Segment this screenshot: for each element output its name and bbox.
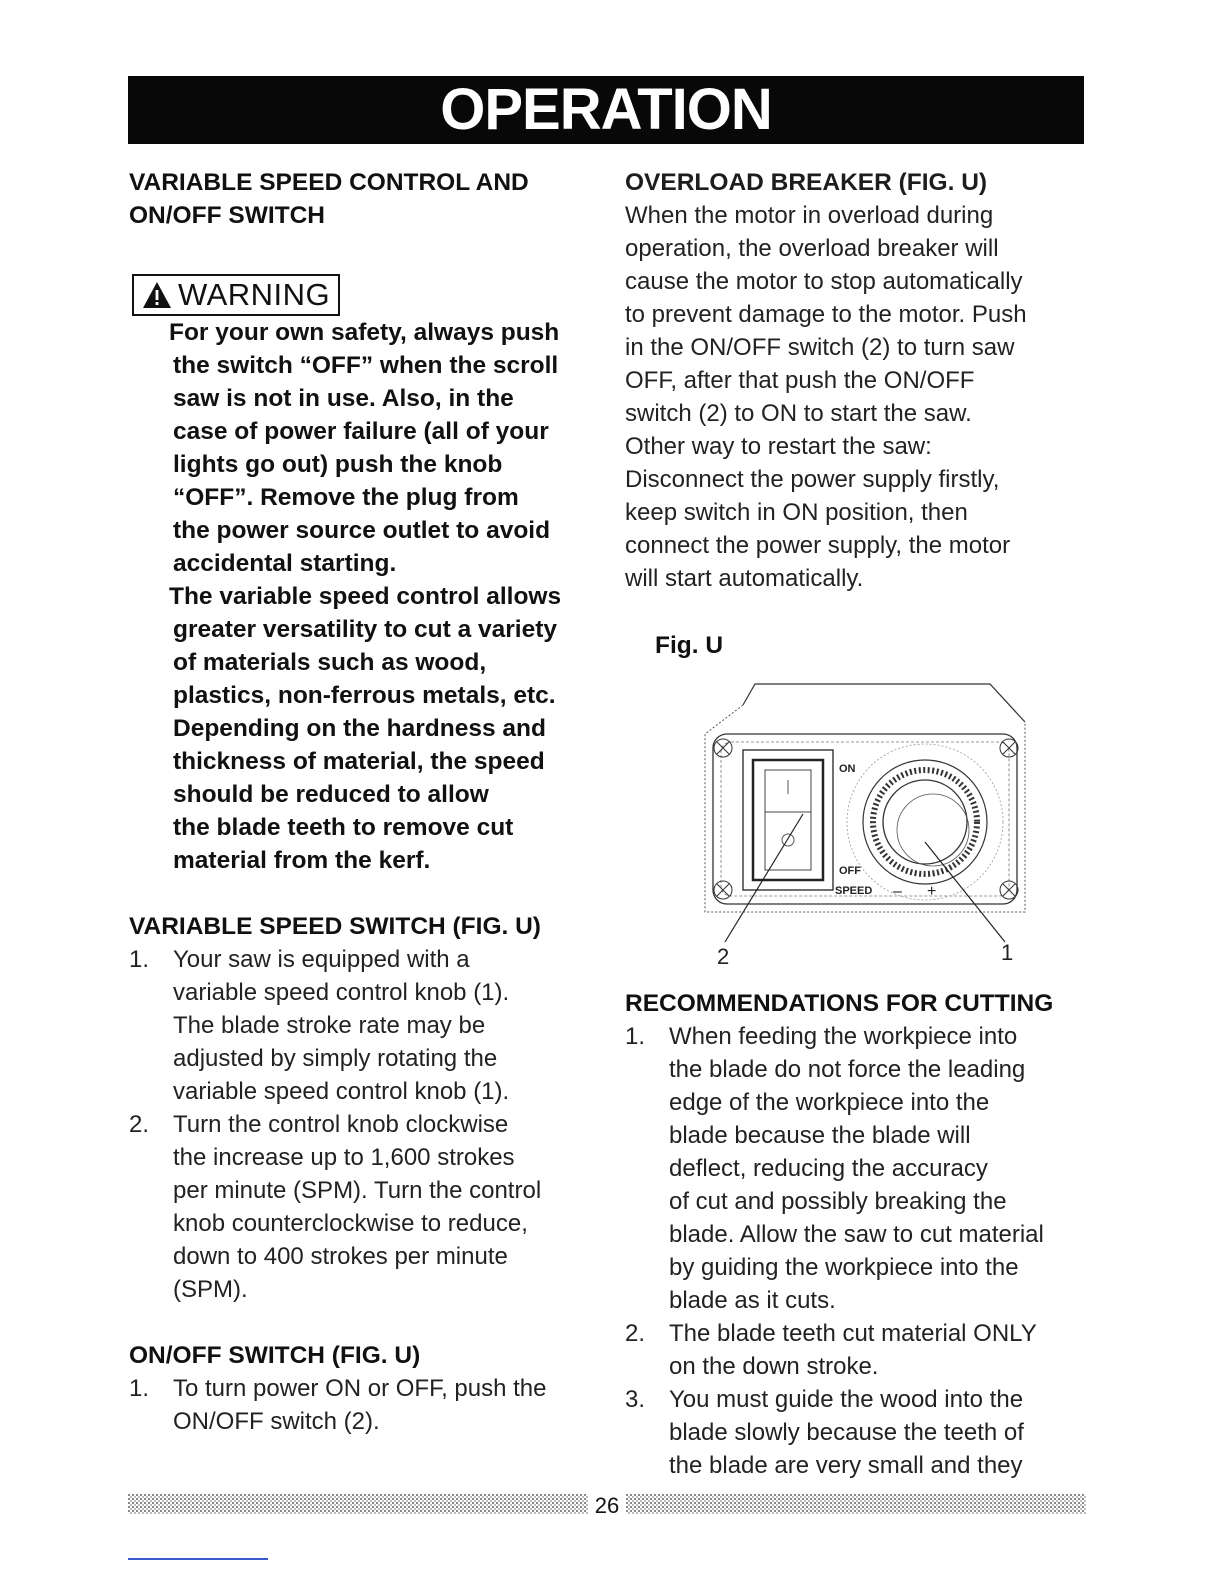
warning-text	[129, 316, 599, 877]
body-line: keep switch in ON position, then	[625, 499, 968, 526]
body-line: OFF, after that push the ON/OFF	[625, 367, 975, 394]
list-item	[625, 1383, 1095, 1482]
warning-line: greater versatility to cut a variety	[173, 616, 558, 643]
warning-line: saw is not in use. Also, in the	[173, 385, 514, 412]
body-line: switch (2) to ON to start the saw.	[625, 400, 972, 427]
body-line: in the ON/OFF switch (2) to turn saw	[625, 334, 1015, 361]
variable-speed-switch-list	[129, 943, 599, 1306]
section-heading-variable-speed-switch: VARIABLE SPEED SWITCH (FIG. U)	[129, 913, 541, 940]
housing-outline	[743, 684, 1025, 722]
list-text	[173, 1372, 599, 1438]
warning-line: lights go out) push the knob	[173, 451, 503, 478]
minus-label: –	[893, 883, 902, 900]
body-line: Disconnect the power supply firstly,	[625, 466, 1000, 493]
right-column	[625, 166, 1095, 1482]
off-label: OFF	[839, 865, 861, 877]
list-line: down to 400 strokes per minute	[173, 1243, 508, 1270]
list-number: 2.	[129, 1111, 150, 1138]
warning-triangle-icon	[142, 281, 172, 309]
figure-label: Fig. U	[655, 632, 724, 659]
list-line: blade. Allow the saw to cut material	[669, 1221, 1044, 1248]
list-item	[625, 1020, 1095, 1317]
page-number: 26	[594, 1493, 620, 1518]
warning-line: For your own safety, always push	[169, 319, 560, 346]
list-line: on the down stroke.	[669, 1353, 879, 1380]
list-number: 1.	[625, 1023, 646, 1050]
body-line: connect the power supply, the motor	[625, 532, 1011, 559]
warning-line: plastics, non-ferrous metals, etc.	[173, 682, 556, 709]
left-column	[129, 166, 599, 1438]
warning-line: “OFF”. Remove the plug from	[173, 484, 519, 511]
list-line: blade as it cuts.	[669, 1287, 836, 1314]
bottom-rule	[128, 1558, 268, 1560]
list-item	[129, 1372, 599, 1438]
list-line: ON/OFF switch (2).	[173, 1408, 380, 1435]
callout-line-2	[725, 814, 803, 942]
warning-line: the switch “OFF” when the scroll	[173, 352, 559, 379]
body-line: to prevent damage to the motor. Push	[625, 301, 1027, 328]
list-number: 2.	[625, 1320, 646, 1347]
warning-line: material from the kerf.	[173, 847, 431, 874]
list-line: variable speed control knob (1).	[173, 1078, 510, 1105]
list-line: You must guide the wood into the	[669, 1386, 1024, 1413]
section-heading-overload-breaker: OVERLOAD BREAKER (FIG. U)	[625, 169, 988, 196]
callout-1: 1	[1001, 940, 1014, 965]
list-line: The blade stroke rate may be	[173, 1012, 486, 1039]
list-text	[173, 1108, 599, 1306]
list-line: per minute (SPM). Turn the control	[173, 1177, 542, 1204]
screw-icon	[714, 881, 732, 899]
list-line: adjusted by simply rotating the	[173, 1045, 498, 1072]
section-heading-variable-speed-control-line1: VARIABLE SPEED CONTROL AND	[129, 169, 529, 196]
on-label: ON	[839, 763, 856, 775]
figure-u-switch-panel	[625, 662, 1095, 967]
list-line: variable speed control knob (1).	[173, 979, 510, 1006]
body-line: When the motor in overload during	[625, 202, 994, 229]
warning-line: The variable speed control allows	[169, 583, 562, 610]
warning-line: of materials such as wood,	[173, 649, 487, 676]
warning-label: WARNING	[178, 277, 331, 312]
list-line: deflect, reducing the accuracy	[669, 1155, 988, 1182]
list-text	[173, 943, 599, 1108]
list-line: edge of the workpiece into the	[669, 1089, 990, 1116]
on-off-rocker-switch[interactable]	[743, 750, 833, 890]
list-line: knob counterclockwise to reduce,	[173, 1210, 528, 1237]
body-line: operation, the overload breaker will	[625, 235, 999, 262]
warning-line: the power source outlet to avoid	[173, 517, 551, 544]
warning-line: thickness of material, the speed	[173, 748, 545, 775]
list-line: blade slowly because the teeth of	[669, 1419, 1024, 1446]
list-line: The blade teeth cut material ONLY	[669, 1320, 1037, 1347]
warning-line: should be reduced to allow	[173, 781, 489, 808]
footer-dotted-rule-right	[626, 1494, 1086, 1514]
list-number: 1.	[129, 946, 150, 973]
screw-icon	[714, 739, 732, 757]
list-text	[669, 1020, 1095, 1317]
page-header-banner	[128, 76, 1084, 144]
list-item	[129, 1108, 599, 1306]
list-line: the blade are very small and they	[669, 1452, 1023, 1479]
list-line: Your saw is equipped with a	[173, 946, 470, 973]
page-title: OPERATION	[440, 77, 772, 142]
list-line: the blade do not force the leading	[669, 1056, 1026, 1083]
list-line: Turn the control knob clockwise	[173, 1111, 509, 1138]
list-line: When feeding the workpiece into	[669, 1023, 1018, 1050]
body-line: cause the motor to stop automatically	[625, 268, 1023, 295]
list-line: To turn power ON or OFF, push the	[173, 1375, 547, 1402]
warning-line: the blade teeth to remove cut	[173, 814, 514, 841]
list-item	[129, 943, 599, 1108]
list-number: 3.	[625, 1386, 646, 1413]
overload-breaker-text	[625, 199, 1095, 595]
recommendations-list	[625, 1020, 1095, 1482]
list-text	[669, 1383, 1095, 1482]
list-line: by guiding the workpiece into the	[669, 1254, 1019, 1281]
list-line: (SPM).	[173, 1276, 248, 1303]
plus-label: +	[927, 883, 937, 900]
body-line: Other way to restart the saw:	[625, 433, 932, 460]
section-heading-variable-speed-control-line2: ON/OFF SWITCH	[129, 202, 325, 229]
list-line: blade because the blade will	[669, 1122, 971, 1149]
warning-box	[132, 274, 340, 316]
list-item	[625, 1317, 1095, 1383]
list-line: the increase up to 1,600 strokes	[173, 1144, 515, 1171]
speed-label: SPEED	[835, 885, 873, 897]
list-text	[669, 1317, 1095, 1383]
list-number: 1.	[129, 1375, 150, 1402]
section-heading-on-off-switch: ON/OFF SWITCH (FIG. U)	[129, 1342, 421, 1369]
warning-line: accidental starting.	[173, 550, 397, 577]
variable-speed-knob[interactable]	[847, 744, 1003, 900]
section-heading-recommendations: RECOMMENDATIONS FOR CUTTING	[625, 990, 1054, 1017]
footer-dotted-rule-left	[128, 1494, 588, 1514]
on-off-switch-list	[129, 1372, 599, 1438]
warning-line: case of power failure (all of your	[173, 418, 549, 445]
callout-2: 2	[717, 944, 730, 967]
body-line: will start automatically.	[625, 565, 864, 592]
warning-line: Depending on the hardness and	[173, 715, 546, 742]
list-line: of cut and possibly breaking the	[669, 1188, 1007, 1215]
